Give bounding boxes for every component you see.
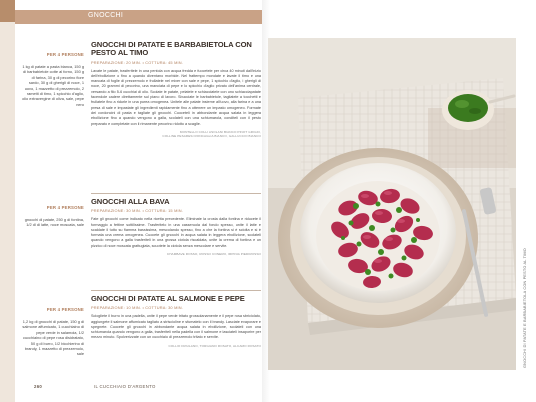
chapter-title: GNOCCHI	[88, 12, 124, 19]
page-margin-band-top	[0, 0, 15, 22]
page-number: 260	[34, 384, 43, 389]
recipe-title: GNOCCHI ALLA BAVA	[91, 197, 170, 206]
recipe-ingredients: 1,2 kg di gnocchi di patate, 150 g di salmone affumicato, 1 cucchiaino di pepe verde in salamoia, 1/2 cucchiaino di pepe rosa disidratato, 50 g di burro, 1/2 bicchierino di brandy, 1 mazzetto di prezzemolo, sale	[22, 319, 84, 357]
wine-pairing: MONTELLO COLLI ASOLANI BIANCO PINOT GRIGIO, COLLINE PESARESI RONCAGLIA BIANCO, GALLUCCIO BIANCO	[162, 129, 261, 139]
recipe-photo	[268, 38, 516, 370]
recipe-divider	[91, 290, 261, 291]
recipe-prep-time: PREPARAZIONE: 30 MIN. • COTTURA: 15 MIN.	[91, 208, 184, 214]
recipe-servings: PER 4 PERSONE	[46, 307, 84, 312]
recipe-ingredients: gnocchi di patate, 250 g di fontina, 1/2 dl di latte, noce moscata, sale	[24, 217, 84, 228]
recipe-servings: PER 4 PERSONE	[46, 52, 84, 57]
recipe-1	[91, 41, 261, 139]
wine-pairing: COLLIO FRIULANO, TORGIANO ROSATO, ALCAMO ROSATO	[168, 343, 261, 348]
recipe-divider	[91, 193, 261, 194]
recipe-prep-time: PREPARAZIONE: 20 MIN. • COTTURA: 45 MIN.	[91, 59, 184, 65]
recipe-method: Lavate le patate, trasferitele in una pentola con acqua fredda e fuocetele per circa 40 minuti dall'inizio dell'ebollizione o fino a quando diventano morbide. Nel frattempo mondate e lavate il timo e una mancata di foglie di prezzemolo e frullatele nel mixer con sale e pepe, 1 spicchio d'aglio, i gherigli di noce, 20 grammi di pecorino, una manciata di pepe e lo spicchio d'aglio privato dell'anima centrale, versando a filo 5-6 cucchiai di olio. Scolate le patate, pelatele e schiacciatele con uno schiacciapatate facendole cadere direttamente sul piano di lavoro. Sbucciate le barbabietole, tagliatele a tocchetti e frullatele fino a ridurle in una purea omogenea. Unitele alle patate insieme all'uovo, alla farina e a una presa di sale e impastate gli ingredienti rapidamente fino a ottenere un impasto omogeneo. Formate dei cordoncini di pasta e tagliate gli gnocchi. Cuoceteli in abbondante acqua salata in leggera ebollizione fino a quando vengono a galla, scolateli con una schiumarola, conditeli con il pesto preparato e completate con il rimanente pecorino ridotto a scaglie.	[91, 68, 261, 126]
photo-caption: GNOCCHI DI PATATE E BARBABIETOLA CON PESTO AL TIMO	[523, 248, 527, 368]
recipe-method: Sciogliete il burro in una padella, unite il pepe verde tritato grossolanamente e il pepe rosa sbriciolato, aggiungete il salmone affumicato tagliato a striscioline e sfumatelo con il brandy. Lasciate evaporare e spegnete. Cuocete gli gnocchi in abbondante acqua salata in ebollizione, scolateli con una schiumarola quando vengono a galla, trasferiteli nella padella con il salmone e lasciateli insaporire per mezzo minuto. Spolverizzate con un cucchiaio di prezzemolo tritato e servite.	[91, 314, 261, 340]
recipe-2-sidebar	[22, 205, 84, 228]
chapter-header-bar	[15, 10, 263, 24]
running-footer: IL CUCCHIAIO D'ARGENTO	[94, 384, 156, 389]
wine-pairing: CHAMBAVE ROSSO, ROSSO CONERO, IRPINIA PIEDIROSSO	[166, 252, 261, 257]
page-margin-band	[0, 0, 15, 402]
recipe-servings: PER 4 PERSONE	[46, 205, 84, 210]
recipe-3-sidebar	[22, 307, 84, 357]
photo-illustration	[268, 38, 516, 370]
recipe-ingredients: 1 kg di patate a pasta bianca, 150 g di barbabietole cotte al forno, 150 g di farina, 30 g di pecorino fiore sardo, 30 g di gherigli di noce, 1 uovo, 1 mazzetto di prezzemolo, 2 rametti di timo, 1 spicchio d'aglio, olio extravergine di oliva, sale, pepe nero	[22, 64, 84, 107]
recipe-prep-time: PREPARAZIONE: 10 MIN. • COTTURA: 30 MIN.	[91, 305, 184, 311]
recipe-title: GNOCCHI DI PATATE E BARBABIETOLA CON PESTO AL TIMO	[91, 40, 252, 58]
recipe-3	[91, 295, 261, 348]
recipe-2	[91, 198, 261, 257]
recipe-title: GNOCCHI DI PATATE AL SALMONE E PEPE	[91, 294, 245, 303]
recipe-method: Fate gli gnocchi come indicato nella ricetta precedente. Eliminate la crosta dalla fontina e riducete il formaggio a fettine sottilissime. Trasferitelo in una casseruola dal fondo spesso, unite il latte e scaldate il tutto su fiamma bassissima, mescolando spesso, fino a che la fontina si è sciolta e si è formata una crema omogenea. Cuocete gli gnocchi in acqua salata in leggera ebollizione, scolateli quando vengono a galla trasferiteli in una grossa ciotola riscaldata, unite la crema di fontina e un pizzico di noce moscata grattugiata, scuotete la ciotola senza mescolare e servite.	[91, 217, 261, 248]
recipe-1-sidebar	[22, 52, 84, 107]
